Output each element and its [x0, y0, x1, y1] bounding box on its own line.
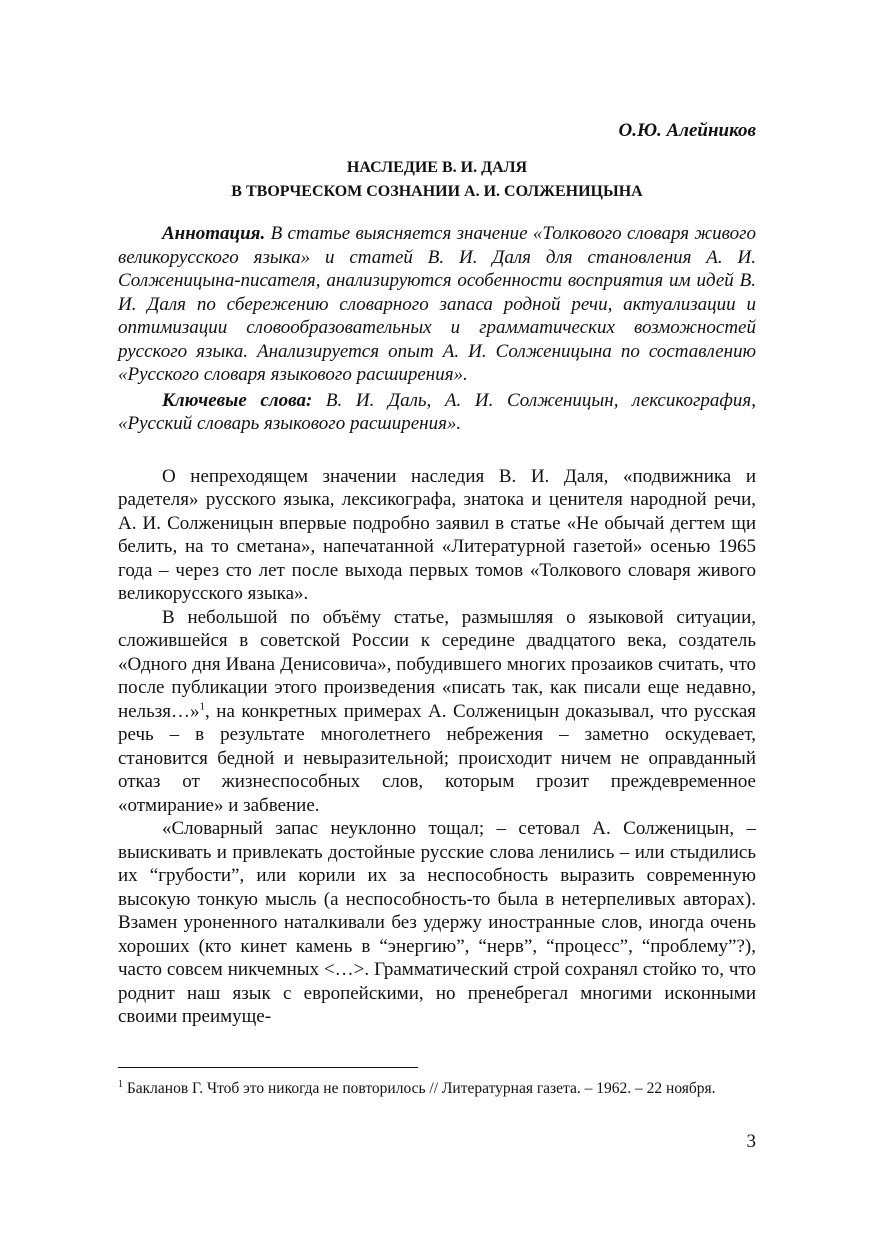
paragraph-2-part-2: , на конкретных примерах А. Солженицын доказывал, что русская речь – в результате многолетнего небрежения – заметно оскудевает, становится бедной и невыразительной; происходит ничем не оправданный отказ от жизнеспособных слов, которым грозит преждевременное «отмирание» и забвение. — [118, 700, 756, 816]
footnote-text: Бакланов Г. Чтоб это никогда не повторилось // Литературная газета. – 1962. – 22 ноября. — [123, 1080, 716, 1097]
title-line-2: В ТВОРЧЕСКОМ СОЗНАНИИ А. И. СОЛЖЕНИЦЫНА — [231, 183, 643, 200]
abstract — [118, 222, 756, 387]
abstract-label: Аннотация. — [162, 223, 266, 244]
abstract-text: В статье выясняется значение «Толкового словаря живого великорусского языка» и статей В. И. Даля для становления А. И. Солженицына-писателя, анализируются особенности восприятия им идей В. И. Даля по сбережению словарного запаса родной речи, актуализации и оптимизации словообразовательных и грамматических возможностей русского языка. Анализируется опыт А. И. Солженицына по составлению «Русского словаря языкового расширения». — [118, 223, 757, 385]
footnote — [118, 1078, 756, 1100]
keywords-label: Ключевые слова: — [162, 389, 313, 411]
title-line-1: НАСЛЕДИЕ В. И. ДАЛЯ — [346, 159, 528, 176]
paragraph-2-part-1: В небольшой по объёму статье, размышляя о языковой ситуации, сложившейся в советской России к середине двадцатого века, создатель «Одного дня Ивана Денисовича», побудившего многих прозаиков считать, что после публикации этого произведения «писать так, как писали еще недавно, нельзя…» — [118, 606, 756, 722]
footnote-mark: 1 — [118, 1078, 123, 1090]
footnote-separator — [118, 1067, 418, 1068]
paragraph-2 — [118, 606, 756, 818]
paragraph-1: О непреходящем значении наследия В. И. Даля, «подвижника и радетеля» русского языка, лексикографа, знатока и ценителя народной речи, А. И. Солженицын впервые подробно заявил в статье «Не обычай дегтем щи белить, на то сметана», напечатанной «Литературной газетой» осенью 1965 года – через сто лет после выхода первых томов «Толкового словаря живого великорусского языка». — [118, 465, 756, 604]
article-body — [118, 465, 756, 1029]
footnote-reference: 1 — [199, 700, 205, 713]
article-title — [118, 156, 756, 204]
keywords-text: В. И. Даль, А. И. Солженицын, лексикография, «Русский словарь языкового расширения». — [118, 389, 757, 434]
keywords — [118, 389, 756, 436]
page-content — [118, 118, 756, 1029]
author-name: О.Ю. Алейников — [618, 120, 756, 141]
paragraph-3: «Словарный запас неуклонно тощал; – сетовал А. Солженицын, – выискивать и привлекать достойные русские слова ленились – или стыдились их “грубости”, или корили их за неспособность выразить современную высокую тонкую мысль (а неспособность-то была в нетерпеливых авторах). Взамен уроненного наталкивали без удержу иностранные слов, иногда очень хороших (кто кинет камень в “энергию”, “нерв”, “процесс”, “проблему”?), часто совсем никчемных <…>. Грамматический строй сохранял стойко то, что роднит наш язык с европейскими, но пренебрегал многими исконными своими преимуще- — [118, 818, 756, 1027]
page-number: 3 — [746, 1131, 756, 1152]
